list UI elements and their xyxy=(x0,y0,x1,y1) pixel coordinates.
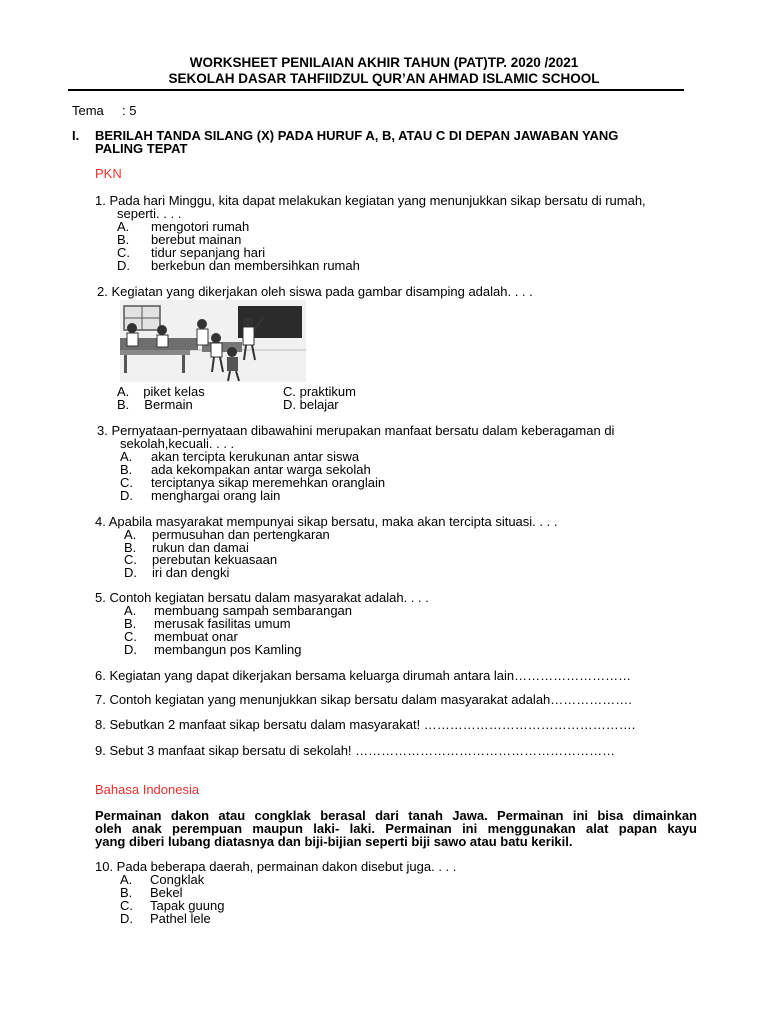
q5-option-b: B. merusak fasilitas umum xyxy=(124,616,291,631)
section-number: I. xyxy=(72,128,80,143)
pkn-heading: PKN xyxy=(95,166,122,181)
question-6: 6. Kegiatan yang dapat dikerjakan bersama keluarga dirumah antara lain……………………… xyxy=(95,668,632,683)
q2-option-b: B. Bermain xyxy=(117,397,193,412)
section-instruction-line1: BERILAH TANDA SILANG (X) PADA HURUF A, B, ATAU C DI DEPAN JAWABAN YANG xyxy=(95,128,619,143)
q1-option-c: C. tidur sepanjang hari xyxy=(117,245,266,260)
q10-option-c: C. Tapak guung xyxy=(120,898,225,913)
q4-option-d: D. iri dan dengki xyxy=(124,565,230,580)
q3-option-a: A. akan tercipta kerukunan antar siswa xyxy=(120,449,360,464)
q4-option-b: B. rukun dan damai xyxy=(124,540,249,555)
q1-option-b: B. berebut mainan xyxy=(117,232,242,247)
q10-option-b: B. Bekel xyxy=(120,885,183,900)
passage-line3: yang diberi lubang diatasnya dan biji-bijian seperti biji sawo atau batu kerikil. xyxy=(95,834,573,849)
q3-option-b: B. ada kekompakan antar warga sekolah xyxy=(120,462,371,477)
q5-option-a: A. membuang sampah sembarangan xyxy=(124,603,353,618)
passage-line1: Permainan dakon atau congklak berasal dari tanah Jawa. Permainan ini bisa dimainkan xyxy=(95,808,697,823)
q2-option-d: D. belajar xyxy=(283,397,339,412)
bahasa-heading: Bahasa Indonesia xyxy=(95,782,200,797)
q4-option-c: C. perebutan kekuasaan xyxy=(124,552,278,567)
question-7: 7. Contoh kegiatan yang menunjukkan sikap bersatu dalam masyarakat adalah………………. xyxy=(95,692,632,707)
q2-option-a: A. piket kelas xyxy=(117,384,205,399)
question-9: 9. Sebut 3 manfaat sikap bersatu di sekolah! …………………………………………………… xyxy=(95,743,616,758)
header-divider xyxy=(68,89,684,91)
question-5: 5. Contoh kegiatan bersatu dalam masyarakat adalah. . . . xyxy=(95,590,429,605)
q5-option-d: D. membangun pos Kamling xyxy=(124,642,302,657)
passage-line2: oleh anak perempuan maupun laki- laki. Permainan ini menggunakan alat papan kayu xyxy=(95,821,697,836)
worksheet-title: WORKSHEET PENILAIAN AKHIR TAHUN (PAT)TP. 2020 /2021 xyxy=(189,55,579,70)
q4-option-a: A. permusuhan dan pertengkaran xyxy=(124,527,330,542)
q2-option-c: C. praktikum xyxy=(283,384,356,399)
q1-option-d: D. berkebun dan membersihkan rumah xyxy=(117,258,360,273)
question-2: 2. Kegiatan yang dikerjakan oleh siswa pada gambar disamping adalah. . . . xyxy=(97,284,533,299)
question-10: 10. Pada beberapa daerah, permainan dakon disebut juga. . . . xyxy=(95,859,457,874)
tema-value: : 5 xyxy=(122,103,137,118)
question-3-cont: sekolah,kecuali. . . . xyxy=(120,436,235,451)
question-1: 1. Pada hari Minggu, kita dapat melakukan kegiatan yang menunjukkan sikap bersatu di rumah, xyxy=(95,193,646,208)
question-4: 4. Apabila masyarakat mempunyai sikap bersatu, maka akan tercipta situasi. . . . xyxy=(95,514,558,529)
q3-option-d: D. menghargai orang lain xyxy=(120,488,281,503)
q10-option-d: D. Pathel lele xyxy=(120,911,211,926)
question-3: 3. Pernyataan-pernyataan dibawahini merupakan manfaat bersatu dalam keberagaman di xyxy=(97,423,615,438)
question-8: 8. Sebutkan 2 manfaat sikap bersatu dalam masyarakat! …………………………………………. xyxy=(95,717,636,732)
school-name: SEKOLAH DASAR TAHFIIDZUL QUR’AN AHMAD ISLAMIC SCHOOL xyxy=(168,71,600,86)
q1-option-a: A. mengotori rumah xyxy=(117,219,250,234)
question-1-cont: seperti. . . . xyxy=(117,206,182,221)
section-instruction-line2: PALING TEPAT xyxy=(95,141,188,156)
classroom-illustration xyxy=(120,300,306,382)
q10-option-a: A. Congklak xyxy=(120,872,205,887)
q5-option-c: C. membuat onar xyxy=(124,629,238,644)
q3-option-c: C. terciptanya sikap meremehkan oranglain xyxy=(120,475,386,490)
tema-label: Tema xyxy=(72,103,104,118)
